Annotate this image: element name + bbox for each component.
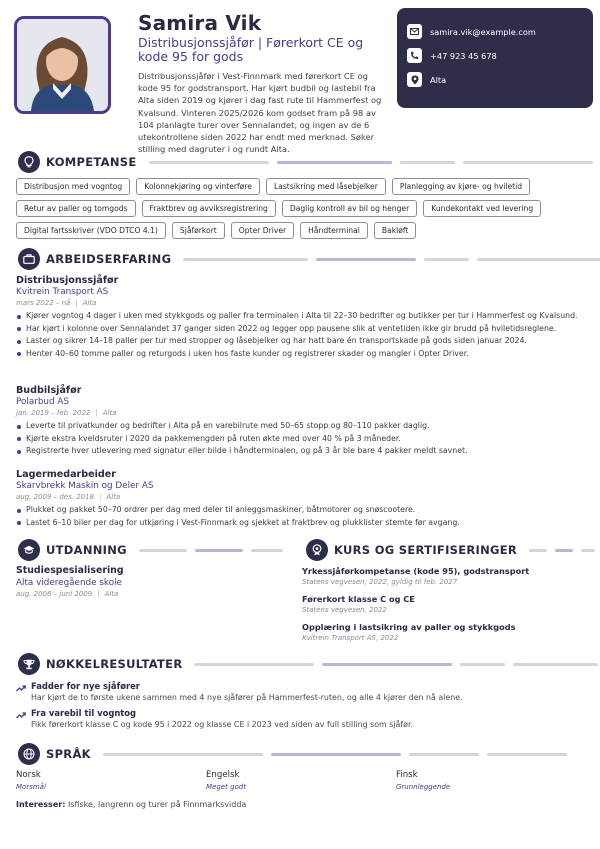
section-header-courses (306, 539, 588, 561)
section-header-education (18, 539, 290, 561)
job-meta: mars 2022 – nå | Alta (16, 299, 97, 307)
job-meta: jan. 2019 – feb. 2022 | Alta (16, 409, 117, 417)
course-entry (302, 593, 592, 621)
job-bullet: Plukket og pakket 50–70 ordrer per dag med deler til anleggsmaskiner, båtmotorer og snøscootere. (16, 504, 586, 517)
course-meta: Statens vegvesen, 2022 (302, 606, 387, 614)
profile-summary: Distribusjonssjåfør i Vest-Finnmark med førerkort CE og kode 95 for godstransport. Har kjørt budbil og lastebil fra Alta siden 2019 og kjører i dag fast rute til Hammerfest og Kvalsund. Vinteren 2025/2026 kom godset fram på 98 av 104 planlagte turer over Sennalandet, og ingen av de 6 utekontrollene siden 2022 har endt med merknad. Søker stilling med dagruter i og rundt Alta. (138, 71, 382, 155)
language-name: Norsk (16, 770, 41, 780)
skills-row-2 (16, 200, 541, 217)
section-title-education: UTDANNING (46, 543, 127, 557)
languages-list (16, 769, 586, 793)
section-title-languages: SPRÅK (46, 747, 91, 761)
section-header-languages (18, 743, 584, 765)
course-entry (302, 621, 592, 649)
skill-tag: Håndterminal (300, 222, 368, 239)
skill-tag: Sjåførkort (172, 222, 225, 239)
briefcase-icon (18, 248, 40, 270)
trend-up-icon (16, 704, 26, 723)
skill-tag: Retur av paller og tomgods (16, 200, 136, 217)
education-place: Alta (104, 590, 119, 598)
section-rule (194, 663, 598, 666)
interests-text: Isfiske, langrenn og turer på Finnmarksvidda (67, 800, 247, 809)
skills-row-1 (16, 178, 530, 195)
section-rule (139, 549, 290, 552)
result-entry (16, 707, 586, 734)
contact-card (397, 8, 593, 108)
job-place: Alta (102, 409, 117, 417)
course-entry (302, 565, 592, 593)
job-bullets (16, 420, 586, 458)
job-bullet: Kjørte ekstra kveldsruter i 2020 da pakkemengden på ruten økte med over 40 % på 3 måneder. (16, 433, 586, 446)
profile-photo (14, 16, 111, 114)
education-title: Studiespesialisering (16, 565, 124, 576)
education-period: aug. 2006 – juni 2009 (16, 590, 93, 598)
job-entry (16, 385, 586, 458)
skill-tag: Kolonnekjøring og vinterføre (136, 178, 260, 195)
section-title-experience: ARBEIDSERFARING (46, 252, 172, 266)
contact-phone[interactable]: +47 923 45 678 (430, 50, 497, 61)
section-rule (103, 753, 584, 756)
phone-icon (407, 48, 422, 63)
section-header-experience (18, 248, 584, 270)
language-level: Grunnleggende (396, 783, 451, 791)
contact-phone-row[interactable] (407, 48, 593, 63)
job-bullet: Registrerte hver utlevering med signatur eller bilde i håndterminalen, og på 3 år ble bare 4 pakker meldt savnet. (16, 445, 586, 458)
language-level: Meget godt (206, 783, 246, 791)
education-meta: aug. 2006 – juni 2009 | Alta (16, 590, 119, 598)
section-rule (183, 258, 600, 261)
language-entry (206, 769, 396, 793)
job-period: jan. 2019 – feb. 2022 (16, 409, 91, 417)
language-entry (16, 769, 206, 793)
education-school: Alta videregående skole (16, 578, 122, 588)
globe-icon (18, 743, 40, 765)
skill-tag: Kundekontakt ved levering (423, 200, 541, 217)
job-period: mars 2022 – nå (16, 299, 71, 307)
section-title-results: NØKKELRESULTATER (46, 657, 183, 671)
job-period: aug. 2009 – des. 2018 (16, 493, 95, 501)
contact-location-row (407, 72, 593, 87)
job-place: Alta (82, 299, 97, 307)
job-bullet: Lastet 6–10 biler per dag for utkjøring i Vest-Finnmark og sjekket at fraktbrev og plukklister stemte før avgang. (16, 517, 586, 530)
skill-tag: Planlegging av kjøre- og hviletid (392, 178, 530, 195)
course-meta: Statens vegvesen, 2022, gyldig til feb. 2027 (302, 578, 458, 586)
contact-email-row[interactable] (407, 24, 593, 39)
education-entry (16, 565, 286, 600)
courses-list (302, 565, 592, 649)
result-title: Fadder for nye sjåfører (31, 681, 140, 691)
job-bullets (16, 504, 586, 529)
graduation-cap-icon (18, 539, 40, 561)
skill-tag: Opter Driver (231, 222, 294, 239)
job-bullet: Har kjørt i kolonne over Sennalandet 37 ganger siden 2022 og legger opp pausene slik at ventetiden ikke gir brudd på hviletidsreglene. (16, 323, 586, 336)
job-bullet: Kjører vogntog 4 dager i uken med stykkgods og paller fra terminalen i Alta til 22–30 bedrifter og butikker per tur i Hammerfest og Kvalsund. (16, 310, 586, 323)
course-title: Yrkessjåførkompetanse (kode 95), godstransport (302, 566, 530, 576)
trophy-icon (18, 653, 40, 675)
job-bullet: Henter 40–60 tomme paller og returgods i uken hos faste kunder og registrerer skader og mangler i Opter Driver. (16, 348, 586, 361)
job-company: Kvitrein Transport AS (16, 287, 109, 297)
skill-tag: Digital fartsskriver (VDO DTCO 4.1) (16, 222, 166, 239)
location-pin-icon (407, 72, 422, 87)
section-title-skills: KOMPETANSE (46, 155, 137, 169)
trend-up-icon (16, 677, 26, 696)
job-bullet: Leverte til privatkunder og bedrifter i Alta på en varebilrute med 50–65 stopp og 80–110 pakker daglig. (16, 420, 586, 433)
section-header-skills (18, 151, 584, 173)
result-description: Har kjørt de to første ukene sammen med 4 nye sjåfører på Hammerfest-ruten, og alle 4 kjører den nå alene. (31, 693, 463, 702)
section-header-results (18, 653, 584, 675)
course-title: Førerkort klasse C og CE (302, 594, 415, 604)
course-meta: Kvitrein Transport AS, 2022 (302, 634, 399, 642)
result-title: Fra varebil til vogntog (31, 708, 137, 718)
job-title: Distribusjonssjåfør (16, 275, 119, 286)
section-rule (529, 549, 595, 552)
candidate-headline: Distribusjonssjåfør | Førerkort CE og kode 95 for gods (138, 35, 364, 64)
job-title: Lagermedarbeider (16, 469, 117, 480)
language-name: Finsk (396, 770, 418, 780)
job-entry (16, 469, 586, 529)
job-bullets (16, 310, 586, 360)
job-entry (16, 275, 586, 360)
job-bullet: Laster og sikrer 14–18 paller per tur med stropper og låsebjelker og har hatt bare én transportskade på gods siden januar 2024. (16, 335, 586, 348)
contact-email[interactable]: samira.vik@example.com (430, 26, 536, 37)
job-place: Alta (106, 493, 121, 501)
interests-label: Interesser: (16, 800, 66, 809)
section-title-courses: KURS OG SERTIFISERINGER (334, 543, 518, 557)
candidate-name: Samira Vik (138, 11, 262, 35)
course-title: Opplæring i lastsikring av paller og stykkgods (302, 622, 516, 632)
skill-tag: Lastsikring med låsebjelker (266, 178, 386, 195)
skill-tag: Distribusjon med vogntog (16, 178, 130, 195)
contact-location: Alta (430, 74, 447, 85)
job-title: Budbilsjåfør (16, 385, 82, 396)
skill-tag: Bakløft (374, 222, 417, 239)
results-list (16, 680, 586, 734)
language-entry (396, 769, 586, 793)
mail-icon (407, 24, 422, 39)
result-entry (16, 680, 586, 707)
skills-row-3 (16, 222, 416, 239)
job-company: Skarvbrekk Maskin og Deler AS (16, 481, 154, 491)
section-rule (149, 161, 593, 164)
job-company: Polarbud AS (16, 397, 69, 407)
skill-tag: Fraktbrev og avviksregistrering (142, 200, 276, 217)
language-level: Morsmål (16, 783, 46, 791)
certificate-badge-icon (306, 539, 328, 561)
interests-line (16, 800, 246, 809)
result-description: Fikk førerkort klasse C og kode 95 i 2022 og klasse CE i 2023 ved siden av full stilling som sjåfør. (31, 720, 414, 729)
skill-tag: Daglig kontroll av bil og henger (282, 200, 417, 217)
language-name: Engelsk (206, 770, 240, 780)
job-meta: aug. 2009 – des. 2018 | Alta (16, 493, 121, 501)
lightbulb-icon (18, 151, 40, 173)
